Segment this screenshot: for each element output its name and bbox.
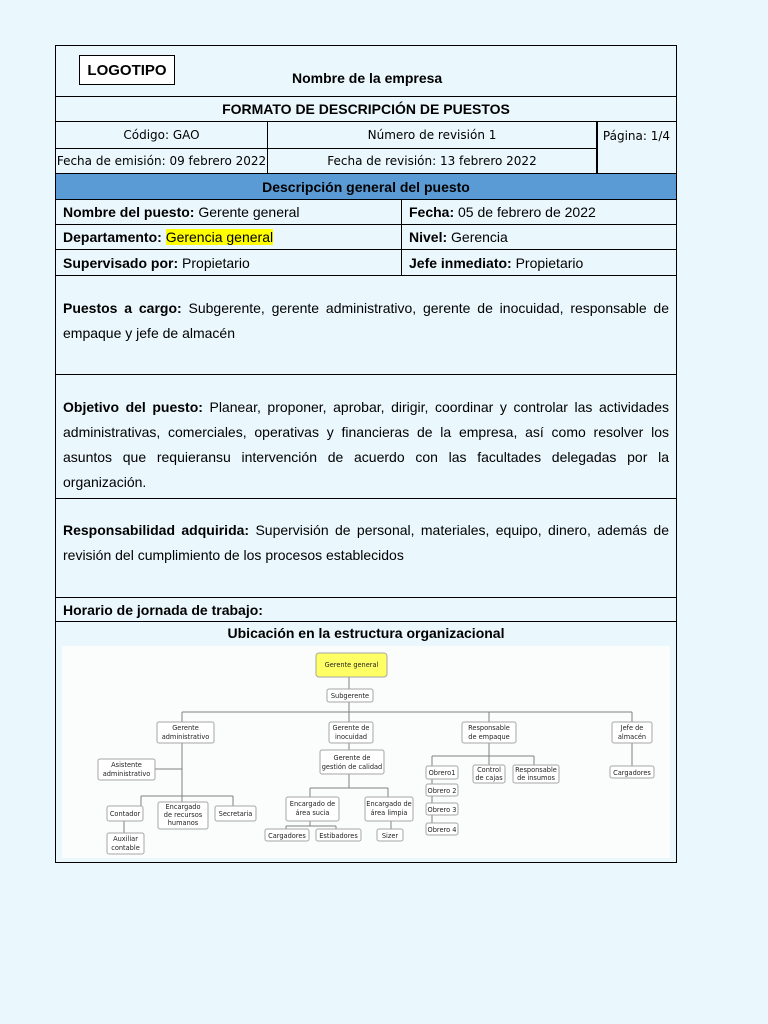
job-name-cell: [56, 200, 402, 224]
department-cell: [56, 225, 402, 249]
org-node-emp-1: Responsable: [468, 724, 510, 732]
org-node-cal-2: gestión de calidad: [321, 763, 383, 771]
section-title: Descripción general del puesto: [262, 178, 470, 195]
org-node-inoc-1: Gerente de: [332, 724, 370, 732]
responsibility-row: [56, 499, 676, 598]
objective-text: [63, 395, 669, 495]
boss-cell: [402, 250, 676, 275]
org-chart: [62, 646, 670, 858]
objective-row: [56, 375, 676, 499]
responsibility-value: Supervisión de personal, materiales, equipo, dinero, además de revisión del cumplimiento de los procesos establecidos: [63, 522, 669, 563]
department-value: Gerencia general: [165, 229, 274, 245]
org-node-insumos-1: Responsable: [515, 766, 557, 774]
issue-date: Fecha de emisión: 09 febrero 2022: [56, 149, 268, 173]
schedule-row: [56, 598, 676, 622]
org-node-rh-3: humanos: [167, 819, 199, 827]
code-row: [56, 122, 676, 149]
org-node-cajas-2: de cajas: [475, 774, 503, 782]
level-label: Nivel:: [409, 229, 448, 245]
org-node-sizer: Sizer: [381, 832, 399, 840]
logo-placeholder: LOGOTIPO: [79, 55, 175, 85]
revision-date: Fecha de revisión: 13 febrero 2022: [268, 149, 597, 173]
schedule-label: Horario de jornada de trabajo:: [63, 601, 263, 618]
org-node-obrero4: Obrero 4: [427, 826, 457, 834]
org-node-inoc-2: inocuidad: [334, 733, 368, 741]
company-name: Nombre de la empresa: [292, 70, 443, 86]
org-node-admin-1: Gerente: [172, 724, 199, 732]
department-label: Departamento:: [63, 229, 162, 245]
org-chart-title: Ubicación en la estructura organizacional: [227, 625, 505, 641]
date-value: 05 de febrero de 2022: [454, 204, 596, 220]
objective-label: Objetivo del puesto:: [63, 399, 203, 415]
org-node-limpia-2: área limpia: [370, 809, 408, 817]
level-value: Gerencia: [447, 229, 508, 245]
supervised-label: Supervisado por:: [63, 254, 179, 271]
objective-value: Planear, proponer, aprobar, dirigir, coordinar y controlar las actividades administrativas, comerciales, operativas y financieras de la empresa, así como resolver los asuntos que requieransu intervención de acuerdo con las facultades delegadas por la organización.: [63, 399, 669, 490]
org-node-insumos-2: de insumos: [517, 774, 555, 782]
page-cell-divider: [597, 122, 598, 174]
positions-row: [56, 276, 676, 375]
org-node-obrero1: Obrero1: [428, 769, 456, 777]
level-cell: [402, 225, 676, 249]
org-node-secretaria: Secretaria: [218, 810, 253, 818]
org-node-admin-2: administrativo: [161, 733, 210, 741]
positions-label: Puestos a cargo:: [63, 300, 182, 316]
date-cell: [402, 200, 676, 224]
responsibility-label: Responsabilidad adquirida:: [63, 522, 250, 538]
positions-text: [63, 296, 669, 346]
responsibility-text: [63, 518, 669, 568]
org-node-limpia-1: Encargado de: [366, 800, 412, 808]
document-code: Código: GAO: [56, 122, 268, 149]
revision-number: Número de revisión 1: [268, 122, 597, 149]
org-node-rh-2: de recursos: [163, 811, 203, 819]
boss-value: Propietario: [511, 254, 584, 271]
format-title-row: [56, 97, 676, 122]
org-node-top: Gerente general: [324, 661, 379, 669]
section-band: [56, 174, 676, 200]
org-node-cargadores-1: Cargadores: [268, 832, 306, 840]
org-node-cajas-1: Control: [477, 766, 501, 774]
org-node-sucia-1: Encargado de: [289, 800, 336, 808]
org-node-emp-2: de empaque: [468, 733, 510, 741]
org-node-aux-2: contable: [111, 844, 140, 852]
org-node-obrero3: Obrero 3: [427, 806, 457, 814]
org-node-alm-2: almacén: [617, 733, 647, 741]
job-name-value: Gerente general: [194, 204, 300, 220]
org-node-cal-1: Gerente de: [333, 754, 371, 762]
org-node-cargadores-2: Cargadores: [613, 769, 651, 777]
org-node-alm-1: Jefe de: [620, 724, 644, 732]
org-node-contador: Contador: [109, 810, 141, 818]
org-node-obrero2: Obrero 2: [427, 787, 457, 795]
org-node-estibadores: Estibadores: [319, 832, 358, 840]
job-description-document: [55, 45, 677, 863]
org-node-subgerente: Subgerente: [330, 692, 370, 700]
supervised-cell: [56, 250, 402, 275]
org-node-aux-1: Auxiliar: [113, 835, 138, 843]
org-node-asist-2: administrativo: [102, 770, 151, 778]
job-name-row: [56, 200, 676, 225]
org-node-rh-1: Encargado: [165, 803, 201, 811]
page-number: Página: 1/4: [602, 128, 671, 143]
date-label: Fecha:: [409, 204, 455, 220]
org-node-asist-1: Asistente: [111, 761, 142, 769]
boss-label: Jefe inmediato:: [409, 254, 512, 271]
department-row: [56, 225, 676, 250]
supervised-value: Propietario: [178, 254, 250, 271]
header-row: [56, 46, 676, 97]
format-title: FORMATO DE DESCRIPCIÓN DE PUESTOS: [222, 101, 510, 117]
job-name-label: Nombre del puesto:: [63, 204, 195, 220]
supervisor-row: [56, 250, 676, 276]
positions-value: Subgerente, gerente administrativo, gerente de inocuidad, responsable de empaque y jefe de almacén: [63, 300, 669, 341]
org-node-sucia-2: área sucia: [295, 809, 330, 817]
dates-row: [56, 149, 676, 174]
